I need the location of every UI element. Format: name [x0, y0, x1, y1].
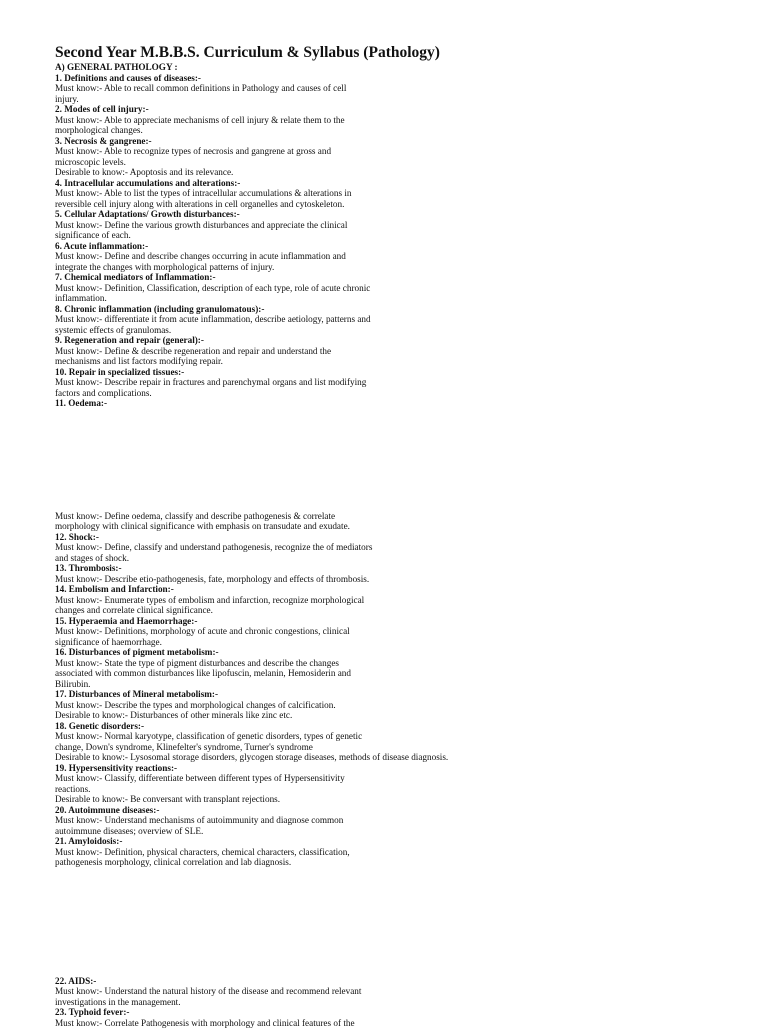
topic-line: Must know:- Understand mechanisms of autoimmunity and diagnose common	[55, 815, 475, 826]
topic-line: morphological changes.	[55, 125, 475, 136]
topic-title: 5. Cellular Adaptations/ Growth disturbances:-	[55, 209, 475, 220]
topic-line: Must know:- Able to appreciate mechanisms of cell injury & relate them to the	[55, 115, 475, 126]
topic-title: 12. Shock:-	[55, 532, 475, 543]
topic-line: systemic effects of granulomas.	[55, 325, 475, 336]
topic-line: Must know:- Describe repair in fractures and parenchymal organs and list modifying	[55, 377, 475, 388]
topic-title: 3. Necrosis & gangrene:-	[55, 136, 475, 147]
topic-title: 6. Acute inflammation:-	[55, 241, 475, 252]
topic-title: 8. Chronic inflammation (including granulomatous):-	[55, 304, 475, 315]
topic-line: Must know:- Definitions, morphology of acute and chronic congestions, clinical	[55, 626, 475, 637]
topic-block	[55, 721, 475, 763]
topic-block	[55, 104, 475, 136]
topic-line: integrate the changes with morphological patterns of injury.	[55, 262, 475, 273]
topic-block	[55, 398, 475, 409]
topic-title: 17. Disturbances of Mineral metabolism:-	[55, 689, 475, 700]
topic-block	[55, 178, 475, 210]
topic-title: 16. Disturbances of pigment metabolism:-	[55, 647, 475, 658]
page-title: Second Year M.B.B.S. Curriculum & Syllabus (Pathology)	[55, 44, 515, 62]
topic-line: and stages of shock.	[55, 553, 475, 564]
topic-title: 18. Genetic disorders:-	[55, 721, 475, 732]
topic-line: Desirable to know:- Be conversant with transplant rejections.	[55, 794, 475, 805]
topic-line: pathogenesis morphology, clinical correlation and lab diagnosis.	[55, 857, 475, 868]
topic-title: 4. Intracellular accumulations and alterations:-	[55, 178, 475, 189]
topic-title: 21. Amyloidosis:-	[55, 836, 475, 847]
topic-block	[55, 647, 475, 689]
topic-title: 15. Hyperaemia and Haemorrhage:-	[55, 616, 475, 627]
page-gap	[55, 409, 475, 511]
topic-title: 10. Repair in specialized tissues:-	[55, 367, 475, 378]
topic-line: mechanisms and list factors modifying repair.	[55, 356, 475, 367]
topic-title: 9. Regeneration and repair (general):-	[55, 335, 475, 346]
topic-block	[55, 335, 475, 367]
topic-line: Must know:- Able to recognize types of necrosis and gangrene at gross and	[55, 146, 475, 157]
topic-title: 20. Autoimmune diseases:-	[55, 805, 475, 816]
topic-line: Must know:- Define, classify and understand pathogenesis, recognize the of mediators	[55, 542, 475, 553]
topic-line: Must know:- Normal karyotype, classification of genetic disorders, types of genetic	[55, 731, 475, 742]
topic-block	[55, 304, 475, 336]
topic-block	[55, 209, 475, 241]
topic-line: associated with common disturbances like lipofuscin, melanin, Hemosiderin and	[55, 668, 475, 679]
topic-line: reversible cell injury along with alterations in cell organelles and cytoskeleton.	[55, 199, 475, 210]
topic-line: Must know:- Definition, physical characters, chemical characters, classification,	[55, 847, 475, 858]
topic-title: 23. Typhoid fever:-	[55, 1007, 475, 1018]
topic-title: 14. Embolism and Infarction:-	[55, 584, 475, 595]
topic-line: Bilirubin.	[55, 679, 475, 690]
topic-block	[55, 73, 475, 105]
topic-line: Must know:- Define and describe changes occurring in acute inflammation and	[55, 251, 475, 262]
topic-line: Must know:- Define oedema, classify and describe pathogenesis & correlate	[55, 511, 475, 522]
topic-block	[55, 836, 475, 868]
topic-title: 11. Oedema:-	[55, 398, 475, 409]
page-gap	[55, 868, 475, 976]
topic-title: 1. Definitions and causes of diseases:-	[55, 73, 475, 84]
topic-line: reactions.	[55, 784, 475, 795]
topic-line: changes and correlate clinical significance.	[55, 605, 475, 616]
topic-group-1	[55, 73, 475, 409]
topic-line: significance of haemorrhage.	[55, 637, 475, 648]
topic-block	[55, 136, 475, 178]
topic-line: Must know:- Define & describe regeneration and repair and understand the	[55, 346, 475, 357]
topic-group-3	[55, 976, 475, 1028]
topic-line: inflammation.	[55, 293, 475, 304]
topic-line: Desirable to know:- Lysosomal storage disorders, glycogen storage diseases, methods of disease diagnosis.	[55, 752, 475, 763]
topic-block	[55, 1007, 475, 1028]
topic-line: Desirable to know:- Apoptosis and its relevance.	[55, 167, 475, 178]
topic-block	[55, 584, 475, 616]
topic-line: Must know:- Describe etio-pathogenesis, fate, morphology and effects of thrombosis.	[55, 574, 475, 585]
topic-block	[55, 532, 475, 564]
topic-title: 2. Modes of cell injury:-	[55, 104, 475, 115]
topic-block	[55, 367, 475, 399]
topic-line: autoimmune diseases; overview of SLE.	[55, 826, 475, 837]
topic-block	[55, 616, 475, 648]
topic-block	[55, 763, 475, 805]
document-page	[55, 44, 475, 1028]
topic-title: 22. AIDS:-	[55, 976, 475, 987]
topic-line: Must know:- Correlate Pathogenesis with morphology and clinical features of the	[55, 1018, 475, 1028]
topic-line: morphology with clinical significance with emphasis on transudate and exudate.	[55, 521, 475, 532]
topic-line: factors and complications.	[55, 388, 475, 399]
topic-block	[55, 241, 475, 273]
topic-block	[55, 563, 475, 584]
topic-line: significance of each.	[55, 230, 475, 241]
topic-line: Desirable to know:- Disturbances of other minerals like zinc etc.	[55, 710, 475, 721]
topic-line: investigations in the management.	[55, 997, 475, 1008]
section-heading: A) GENERAL PATHOLOGY :	[55, 62, 475, 73]
topic-line: Must know:- Able to list the types of intracellular accumulations & alterations in	[55, 188, 475, 199]
topic-line: Must know:- Describe the types and morphological changes of calcification.	[55, 700, 475, 711]
topic-line: Must know:- differentiate it from acute inflammation, describe aetiology, patterns and	[55, 314, 475, 325]
topic-block	[55, 976, 475, 1008]
topic-line: Must know:- Enumerate types of embolism and infarction, recognize morphological	[55, 595, 475, 606]
topic-line: Must know:- State the type of pigment disturbances and describe the changes	[55, 658, 475, 669]
topic-line: injury.	[55, 94, 475, 105]
topic-title: 13. Thrombosis:-	[55, 563, 475, 574]
topic-title: 7. Chemical mediators of Inflammation:-	[55, 272, 475, 283]
topic-line: Must know:- Definition, Classification, description of each type, role of acute chronic	[55, 283, 475, 294]
topic-block	[55, 272, 475, 304]
topic-line: Must know:- Classify, differentiate between different types of Hypersensitivity	[55, 773, 475, 784]
topic-line: Must know:- Understand the natural history of the disease and recommend relevant	[55, 986, 475, 997]
topic-block	[55, 511, 475, 532]
topic-line: Must know:- Able to recall common definitions in Pathology and causes of cell	[55, 83, 475, 94]
topic-line: Must know:- Define the various growth disturbances and appreciate the clinical	[55, 220, 475, 231]
topic-block	[55, 805, 475, 837]
topic-block	[55, 689, 475, 721]
topic-line: change, Down's syndrome, Klinefelter's syndrome, Turner's syndrome	[55, 742, 475, 753]
topic-line: microscopic levels.	[55, 157, 475, 168]
topic-title: 19. Hypersensitivity reactions:-	[55, 763, 475, 774]
topic-group-2	[55, 511, 475, 868]
